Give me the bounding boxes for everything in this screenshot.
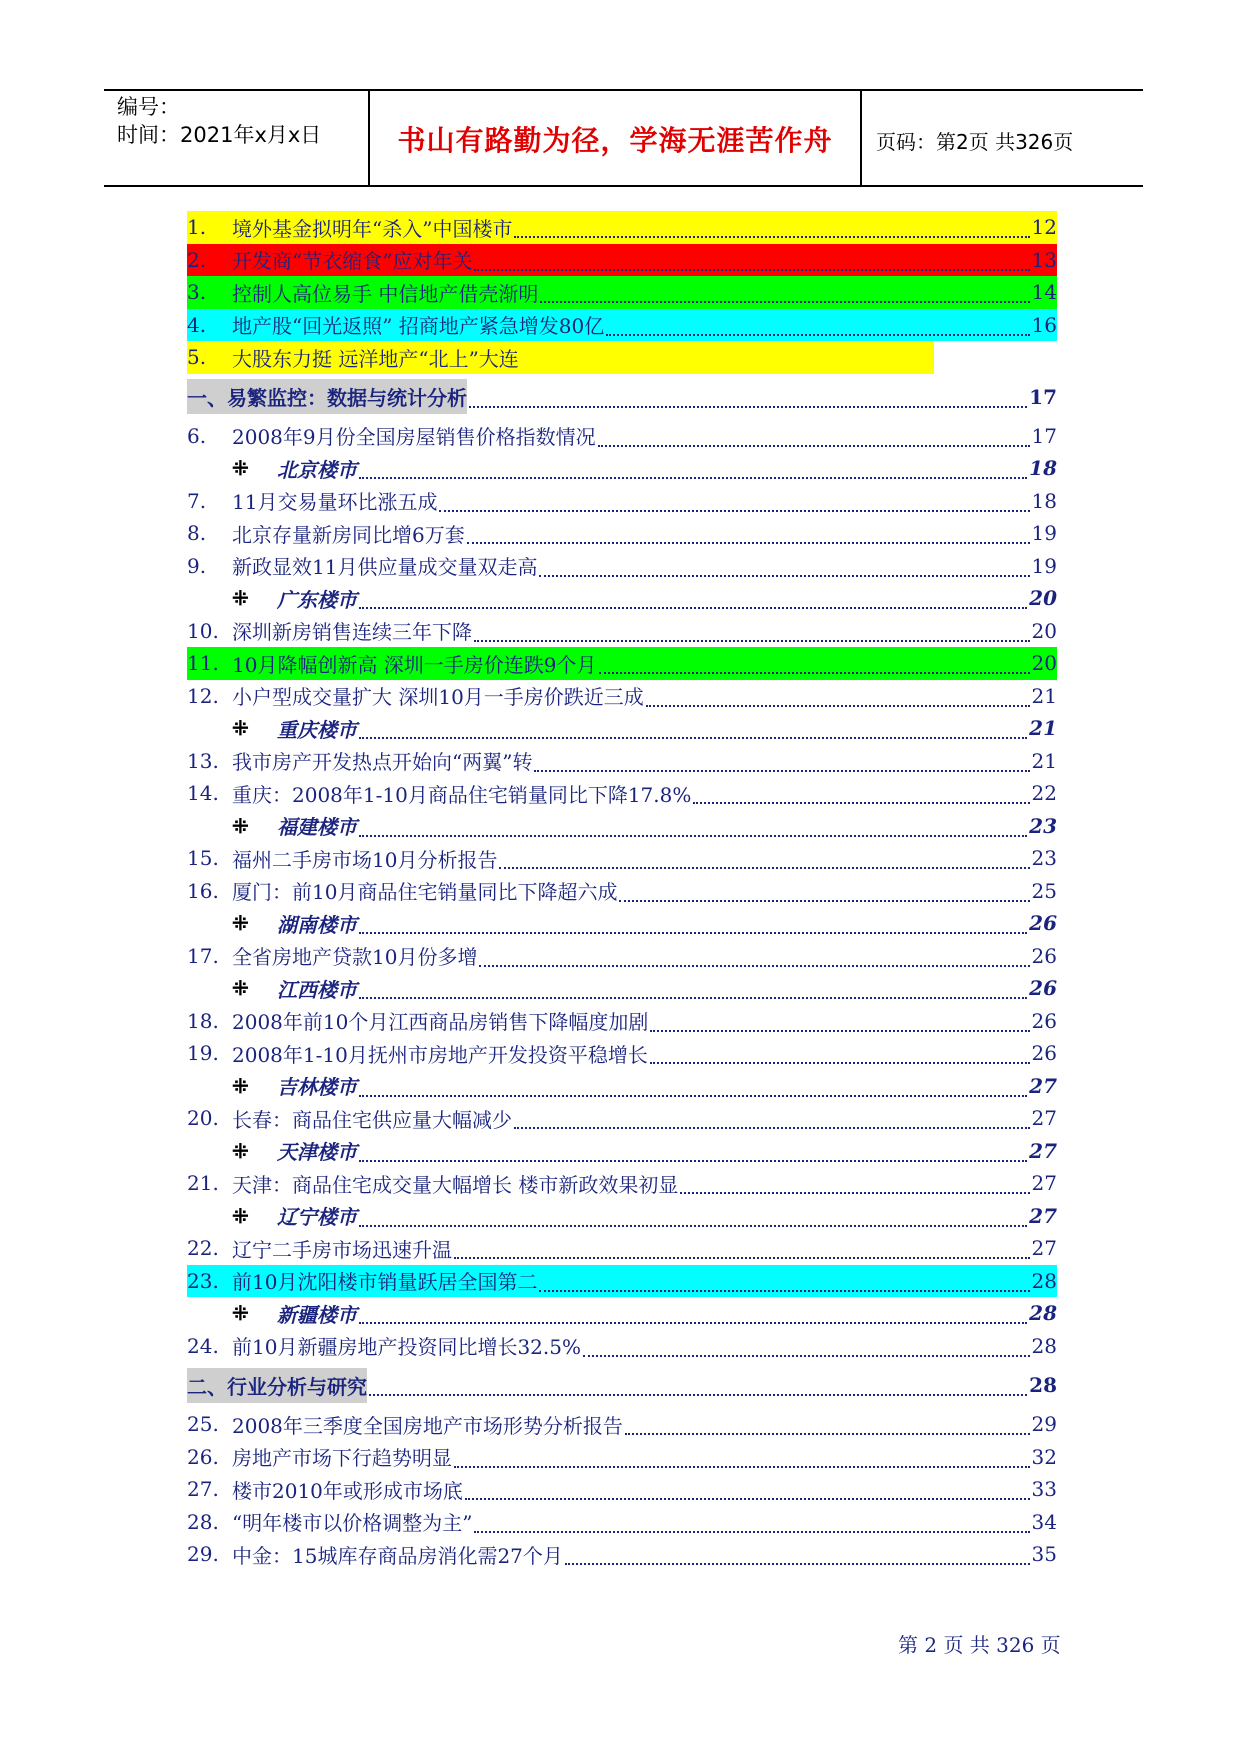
- toc-leader-dots: [454, 1446, 1030, 1468]
- toc-entry[interactable]: [187, 1265, 1057, 1298]
- toc-leader-dots: [454, 1237, 1030, 1259]
- toc-entry-number: 27.: [187, 1477, 219, 1502]
- toc-subheading[interactable]: [187, 1070, 1057, 1103]
- toc-entry[interactable]: [187, 1232, 1057, 1265]
- toc-leader-dots: [439, 490, 1029, 512]
- toc-leader-dots: [359, 977, 1027, 999]
- toc-entry-number: 9.: [187, 553, 207, 578]
- scissors-bullet-icon: ⁜: [232, 456, 249, 481]
- toc-leader-dots: [479, 945, 1029, 967]
- toc-leader-dots: [583, 1335, 1030, 1357]
- toc-entry-number: 20.: [187, 1106, 219, 1131]
- toc-entry-number: 19.: [187, 1041, 219, 1066]
- toc-entry-number: 8.: [187, 521, 207, 546]
- toc-leader-dots: [565, 1543, 1030, 1565]
- toc-entry[interactable]: [187, 647, 1057, 680]
- toc-entry-number: 11.: [187, 651, 219, 676]
- toc-entry-number: 25.: [187, 1412, 219, 1437]
- toc-entry-title: 大股东力挺 远洋地产“北上”大连: [232, 346, 519, 371]
- toc-entry-number: 18.: [187, 1008, 219, 1033]
- toc-page-number: 20: [1029, 586, 1057, 611]
- toc-leader-dots: [693, 782, 1029, 804]
- toc-entry[interactable]: [187, 1037, 1057, 1070]
- toc-entry-title: 11月交易量环比涨五成: [232, 490, 438, 515]
- toc-page-number: 29: [1031, 1412, 1057, 1437]
- toc-leader-dots: [646, 685, 1030, 707]
- toc-leader-dots: [469, 386, 1027, 408]
- table-of-contents: [187, 211, 1057, 1571]
- toc-entry-title: “明年楼市以价格调整为主”: [232, 1511, 473, 1536]
- toc-entry-number: 7.: [187, 488, 207, 513]
- toc-page-number: 28: [1031, 1333, 1057, 1358]
- header-meta: [117, 93, 367, 149]
- toc-subheading-title: 重庆楼市: [277, 717, 357, 742]
- toc-leader-dots: [499, 847, 1029, 869]
- number-label: 编号：: [117, 95, 180, 119]
- toc-page-number: 13: [1031, 247, 1057, 272]
- toc-page-number: 17: [1031, 423, 1057, 448]
- toc-subheading[interactable]: [187, 712, 1057, 745]
- toc-subheading[interactable]: [187, 452, 1057, 485]
- toc-leader-dots: [598, 425, 1030, 447]
- toc-leader-dots: [534, 750, 1029, 772]
- toc-entry-title: 前10月新疆房地产投资同比增长32.5%: [232, 1335, 581, 1360]
- toc-entry[interactable]: [187, 1167, 1057, 1200]
- toc-entry-title: 长春：商品住宅供应量大幅减少: [232, 1107, 512, 1132]
- toc-subheading[interactable]: [187, 810, 1057, 843]
- toc-entry-number: 5.: [187, 345, 207, 370]
- toc-entry-title: 2008年三季度全国房地产市场形势分析报告: [232, 1413, 623, 1438]
- toc-leader-dots: [539, 555, 1029, 577]
- toc-subheading-title: 湖南楼市: [277, 912, 357, 937]
- toc-page-number: 14: [1031, 280, 1057, 305]
- scissors-bullet-icon: ⁜: [232, 1301, 249, 1326]
- toc-subheading-title: 新疆楼市: [277, 1302, 357, 1327]
- toc-entry-number: 4.: [187, 312, 207, 337]
- toc-entry-number: 28.: [187, 1509, 219, 1534]
- toc-page-number: 27: [1031, 1171, 1057, 1196]
- toc-page-number: 34: [1031, 1509, 1057, 1534]
- toc-entry-title: 中金：15城库存商品房消化需27个月: [232, 1543, 563, 1568]
- toc-page-number: 21: [1031, 748, 1057, 773]
- scissors-bullet-icon: ⁜: [232, 976, 249, 1001]
- toc-subheading-title: 辽宁楼市: [277, 1205, 357, 1230]
- toc-entry[interactable]: [187, 1102, 1057, 1135]
- toc-entry-title: 2008年前10个月江西商品房销售下降幅度加剧: [232, 1010, 649, 1035]
- toc-entry-title: 楼市2010年或形成市场底: [232, 1478, 463, 1503]
- toc-leader-dots: [650, 1042, 1030, 1064]
- toc-entry[interactable]: [187, 940, 1057, 973]
- toc-leader-dots: [359, 815, 1027, 837]
- toc-page-number: 32: [1031, 1444, 1057, 1469]
- toc-entry-number: 1.: [187, 215, 207, 240]
- toc-page-number: 20: [1031, 618, 1057, 643]
- toc-entry[interactable]: [187, 211, 1057, 244]
- toc-entry-title: 前10月沈阳楼市销量跃居全国第二: [232, 1270, 538, 1295]
- toc-entry[interactable]: [187, 680, 1057, 713]
- toc-entry-title: 房地产市场下行趋势明显: [232, 1446, 452, 1471]
- toc-entry-number: 22.: [187, 1236, 219, 1261]
- toc-subheading-title: 福建楼市: [277, 815, 357, 840]
- scissors-bullet-icon: ⁜: [232, 1138, 249, 1163]
- toc-page-number: 27: [1029, 1138, 1057, 1163]
- toc-leader-dots: [359, 912, 1027, 934]
- toc-entry-title: 天津：商品住宅成交量大幅增长 楼市新政效果初显: [232, 1172, 679, 1197]
- toc-leader-dots: [359, 457, 1027, 479]
- toc-entry[interactable]: [187, 420, 1057, 453]
- toc-entry[interactable]: [187, 1473, 1057, 1506]
- toc-leader-dots: [359, 1075, 1027, 1097]
- scissors-bullet-icon: ⁜: [232, 911, 249, 936]
- toc-page-number: 16: [1031, 312, 1057, 337]
- toc-entry[interactable]: [187, 276, 1057, 309]
- page-footer: 第 2 页 共 326 页: [898, 1633, 1061, 1657]
- toc-entry-number: 26.: [187, 1444, 219, 1469]
- toc-subheading-title: 江西楼市: [277, 977, 357, 1002]
- toc-leader-dots: [474, 620, 1030, 642]
- toc-entry[interactable]: [187, 485, 1057, 518]
- toc-entry[interactable]: [187, 875, 1057, 908]
- toc-page-number: 22: [1031, 781, 1057, 806]
- toc-page-number: 23: [1031, 846, 1057, 871]
- toc-entry-number: 2.: [187, 247, 207, 272]
- toc-section-heading[interactable]: [187, 374, 1057, 420]
- toc-page-number: 19: [1031, 521, 1057, 546]
- toc-leader-dots: [625, 1413, 1030, 1435]
- toc-page-number: 26: [1029, 911, 1057, 936]
- toc-leader-dots: [474, 1511, 1029, 1533]
- toc-leader-dots: [359, 1205, 1027, 1227]
- toc-entry-title: 辽宁二手房市场迅速升温: [232, 1237, 452, 1262]
- toc-leader-dots: [540, 281, 1029, 303]
- toc-entry-title: 我市房产开发热点开始向“两翼”转: [232, 750, 533, 775]
- toc-entry[interactable]: [187, 615, 1057, 648]
- toc-leader-dots: [359, 1302, 1027, 1324]
- toc-entry-number: 3.: [187, 280, 207, 305]
- toc-entry[interactable]: [187, 309, 1057, 342]
- toc-leader-dots: [514, 1107, 1030, 1129]
- toc-leader-dots: [359, 1140, 1027, 1162]
- toc-page-number: 20: [1031, 651, 1057, 676]
- toc-entry-title: 全省房地产贷款10月份多增: [232, 945, 478, 970]
- toc-subheading[interactable]: [187, 582, 1057, 615]
- toc-page-number: 28: [1029, 1301, 1057, 1326]
- toc-entry[interactable]: [187, 550, 1057, 583]
- toc-entry-title: 10月降幅创新高 深圳一手房价连跌9个月: [232, 652, 597, 677]
- toc-leader-dots: [650, 1010, 1029, 1032]
- scissors-bullet-icon: ⁜: [232, 813, 249, 838]
- toc-subheading[interactable]: [187, 1297, 1057, 1330]
- toc-entry[interactable]: [187, 842, 1057, 875]
- toc-leader-dots: [514, 216, 1029, 238]
- toc-page-number: 26: [1029, 976, 1057, 1001]
- toc-entry[interactable]: [187, 517, 1057, 550]
- toc-entry-number: 16.: [187, 878, 219, 903]
- toc-entry-number: 14.: [187, 781, 219, 806]
- toc-entry-number: 15.: [187, 846, 219, 871]
- toc-entry-number: 12.: [187, 683, 219, 708]
- toc-leader-dots: [539, 1270, 1029, 1292]
- toc-entry-title: 地产股“回光返照” 招商地产紧急增发80亿: [232, 314, 605, 339]
- toc-entry-title: 境外基金拟明年“杀入”中国楼市: [232, 216, 513, 241]
- toc-entry[interactable]: [187, 1538, 1057, 1571]
- toc-page-number: 28: [1031, 1268, 1057, 1293]
- toc-entry[interactable]: [187, 1408, 1057, 1441]
- toc-page-number: 23: [1029, 813, 1057, 838]
- toc-section-title: 二、行业分析与研究: [187, 1368, 367, 1403]
- toc-page-number: 27: [1029, 1073, 1057, 1098]
- toc-subheading[interactable]: [187, 972, 1057, 1005]
- toc-leader-dots: [465, 1478, 1030, 1500]
- toc-entry-number: 13.: [187, 748, 219, 773]
- toc-entry[interactable]: [187, 1005, 1057, 1038]
- toc-subheading-title: 天津楼市: [277, 1140, 357, 1165]
- toc-page-number: 25: [1031, 878, 1057, 903]
- scissors-bullet-icon: ⁜: [232, 1203, 249, 1228]
- toc-page-number: 26: [1031, 1041, 1057, 1066]
- toc-entry-title: 福州二手房市场10月分析报告: [232, 847, 498, 872]
- toc-page-number: 17: [1029, 384, 1057, 409]
- toc-entry-number: 24.: [187, 1333, 219, 1358]
- toc-entry-number: 23.: [187, 1268, 219, 1293]
- toc-entry[interactable]: [187, 1441, 1057, 1474]
- scissors-bullet-icon: ⁜: [232, 586, 249, 611]
- toc-leader-dots: [369, 1374, 1027, 1396]
- toc-entry[interactable]: [187, 745, 1057, 778]
- toc-subheading-title: 广东楼市: [277, 587, 357, 612]
- toc-entry-number: 6.: [187, 423, 207, 448]
- toc-leader-dots: [467, 522, 1030, 544]
- page-header: [104, 89, 1143, 187]
- toc-leader-dots: [359, 717, 1027, 739]
- header-motto: 书山有路勤为径，学海无涯苦作舟: [397, 124, 833, 157]
- toc-subheading[interactable]: [187, 1200, 1057, 1233]
- toc-page-number: 21: [1031, 683, 1057, 708]
- toc-entry-title: 新政显效11月供应量成交量双走高: [232, 555, 538, 580]
- toc-entry-number: 21.: [187, 1171, 219, 1196]
- toc-page-number: 27: [1029, 1203, 1057, 1228]
- toc-entry[interactable]: [187, 1330, 1057, 1363]
- toc-page-number: 27: [1031, 1106, 1057, 1131]
- toc-subheading-title: 北京楼市: [277, 457, 357, 482]
- toc-entry-number: 29.: [187, 1542, 219, 1567]
- toc-entry-title: 开发商“节衣缩食”应对年关: [232, 249, 473, 274]
- scissors-bullet-icon: ⁜: [232, 716, 249, 741]
- toc-subheading[interactable]: [187, 907, 1057, 940]
- toc-entry-number: 17.: [187, 943, 219, 968]
- toc-entry-title: 北京存量新房同比增6万套: [232, 522, 465, 547]
- toc-subheading[interactable]: [187, 1135, 1057, 1168]
- toc-entry-title: 厦门：前10月商品住宅销量同比下降超六成: [232, 880, 618, 905]
- toc-page-number: 26: [1031, 1008, 1057, 1033]
- toc-page-number: 21: [1029, 716, 1057, 741]
- toc-entry-title: 控制人高位易手 中信地产借壳渐明: [232, 281, 539, 306]
- toc-leader-dots: [359, 587, 1027, 609]
- toc-entry-title: 重庆：2008年1-10月商品住宅销量同比下降17.8%: [232, 782, 692, 807]
- toc-page-number: 28: [1029, 1373, 1057, 1397]
- time-label: 时间：2021年x月x日: [117, 123, 322, 147]
- scissors-bullet-icon: ⁜: [232, 1073, 249, 1098]
- toc-entry-number: 10.: [187, 618, 219, 643]
- toc-page-number: 27: [1031, 1236, 1057, 1261]
- toc-leader-dots: [680, 1172, 1029, 1194]
- toc-section-title: 一、易繁监控：数据与统计分析: [187, 379, 467, 414]
- toc-entry-title: 2008年9月份全国房屋销售价格指数情况: [232, 425, 596, 450]
- toc-section-heading[interactable]: [187, 1362, 1057, 1408]
- toc-page-number: 12: [1031, 215, 1057, 240]
- toc-entry-title: 深圳新房销售连续三年下降: [232, 620, 472, 645]
- toc-entry-title: 2008年1-10月抚州市房地产开发投资平稳增长: [232, 1042, 648, 1067]
- toc-page-number: 18: [1031, 488, 1057, 513]
- toc-leader-dots: [474, 249, 1029, 271]
- toc-page-number: 35: [1031, 1542, 1057, 1567]
- toc-page-number: 26: [1031, 943, 1057, 968]
- header-divider: [860, 91, 862, 185]
- toc-subheading-title: 吉林楼市: [277, 1075, 357, 1100]
- toc-entry-title: 小户型成交量扩大 深圳10月一手房价跌近三成: [232, 685, 644, 710]
- toc-entry[interactable]: [187, 1506, 1057, 1539]
- toc-page-number: 33: [1031, 1477, 1057, 1502]
- toc-page-number: 18: [1029, 456, 1057, 481]
- toc-entry[interactable]: [187, 777, 1057, 810]
- toc-entry[interactable]: [187, 244, 1057, 277]
- toc-leader-dots: [619, 880, 1029, 902]
- toc-leader-dots: [599, 652, 1030, 674]
- toc-page-number: 19: [1031, 553, 1057, 578]
- toc-leader-dots: [606, 314, 1029, 336]
- toc-entry[interactable]: [187, 341, 934, 374]
- header-page-info: 页码：第2页 共326页: [876, 130, 1074, 154]
